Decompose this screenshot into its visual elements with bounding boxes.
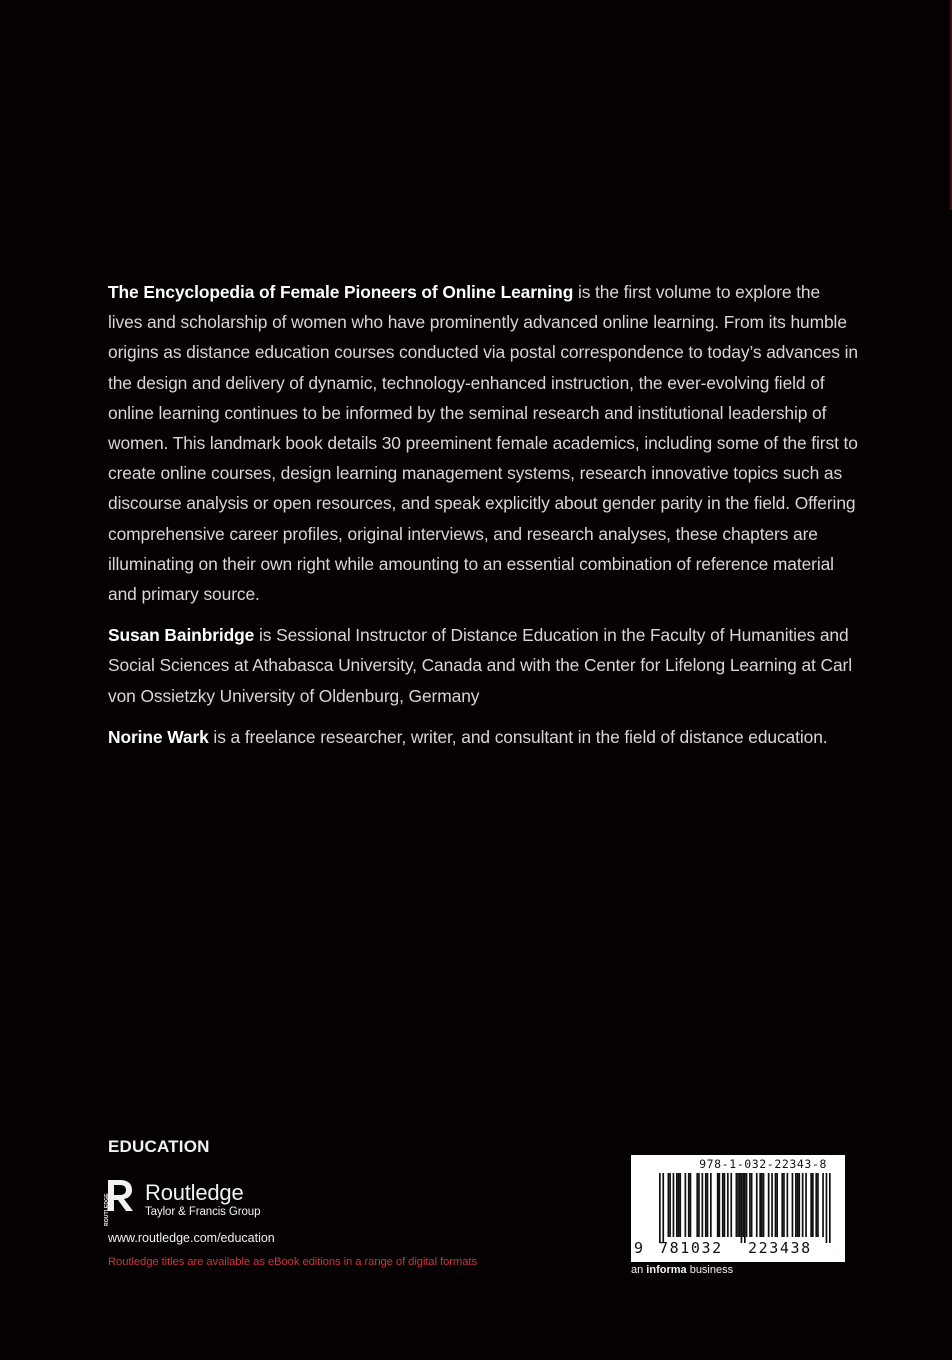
barcode-bar xyxy=(763,1173,765,1237)
editor-bio-1 xyxy=(108,620,858,711)
ebook-note: Routledge titles are available as eBook editions in a range of digital formats xyxy=(108,1256,477,1268)
editor-bio-text-1: is Sessional Instructor of Distance Education in the Faculty of Humanities and Social Sciences at Athabasca University, Canada and with the Center for Lifelong Learning at Carl von Ossietzky University of Oldenburg, Germany xyxy=(108,625,852,706)
barcode-bar xyxy=(776,1173,778,1237)
barcode-digits-left: 781032 xyxy=(659,1239,723,1257)
isbn-barcode xyxy=(631,1155,845,1262)
informa-suffix: business xyxy=(686,1264,734,1276)
barcode-bar xyxy=(685,1173,687,1237)
barcode-bar xyxy=(707,1173,709,1237)
informa-word: informa xyxy=(646,1264,687,1276)
barcode-bar xyxy=(724,1173,726,1237)
barcode-bar xyxy=(781,1173,783,1237)
barcode-bar xyxy=(690,1173,692,1237)
barcode-bar xyxy=(659,1173,661,1243)
barcode-digits-right: 223438 xyxy=(748,1239,812,1257)
editor-bio-2 xyxy=(108,722,858,752)
barcode-bar xyxy=(673,1173,675,1237)
book-description xyxy=(108,277,858,609)
barcode-bar xyxy=(756,1173,758,1237)
editor-name-2: Norine Wark xyxy=(108,726,209,747)
barcode-bar xyxy=(761,1173,763,1237)
barcode-bar xyxy=(742,1173,744,1237)
barcode-bar xyxy=(705,1173,707,1237)
publisher-logo xyxy=(105,1178,260,1230)
barcode-bar xyxy=(798,1173,800,1237)
publisher-group: Taylor & Francis Group xyxy=(145,1206,261,1218)
back-cover-blurb xyxy=(108,277,858,763)
isbn-number: 978-1-032-22343-8 xyxy=(699,1157,827,1171)
barcode-bar xyxy=(792,1173,794,1237)
book-title: The Encyclopedia of Female Pioneers of Online Learning xyxy=(108,282,574,302)
barcode-bar xyxy=(822,1173,824,1237)
barcode-bar xyxy=(730,1173,732,1237)
barcode-bar xyxy=(805,1173,807,1237)
barcode-bar xyxy=(722,1173,724,1237)
barcode-bar xyxy=(679,1173,681,1237)
barcode-digit-first: 9 xyxy=(634,1239,644,1257)
publisher-name: Routledge xyxy=(145,1180,244,1205)
barcode-bar xyxy=(698,1173,700,1237)
barcode-bar xyxy=(783,1173,785,1237)
barcode-bar xyxy=(802,1173,804,1237)
description-text: is the first volume to explore the lives and scholarship of women who have prominently advanced online learning. From its humble origins as distance education courses conducted via postal correspondence to today’s advances in the design and delivery of dynamic, technology-enhanced instruction, the ever-evolving field of online learning continues to be informed by the seminal research and institutional leadership of women. This landmark book details 30 preeminent female academics, including some of the first to create online courses, design learning management systems, research innovative topics such as discourse analysis or open resources, and speak explicitly about gender parity in the field. Offering comprehensive career profiles, original interviews, and research analyses, these chapters are illuminating on their own right while amounting to an essential combination of reference material and primary source. xyxy=(108,282,858,605)
barcode-bar xyxy=(727,1173,729,1237)
barcode-bar xyxy=(710,1173,712,1237)
barcode-bar xyxy=(829,1173,831,1243)
barcode-bar xyxy=(717,1173,719,1237)
barcode-bar xyxy=(739,1173,741,1237)
subject-category: EDUCATION xyxy=(108,1137,210,1156)
barcode-bar xyxy=(662,1173,664,1243)
barcode-bars xyxy=(631,1173,845,1239)
barcode-bar xyxy=(744,1173,746,1243)
barcode-bar xyxy=(741,1173,743,1243)
barcode-bar xyxy=(812,1173,814,1237)
barcode-bar xyxy=(696,1173,698,1237)
barcode-bar xyxy=(749,1173,751,1237)
routledge-r-icon xyxy=(105,1178,139,1228)
barcode-bar xyxy=(817,1173,819,1237)
barcode-bar xyxy=(669,1173,671,1237)
barcode-bar xyxy=(775,1173,777,1237)
barcode-bar xyxy=(746,1173,748,1237)
barcode-bar xyxy=(702,1173,704,1237)
barcode-bar xyxy=(751,1173,753,1237)
barcode-bar xyxy=(795,1173,797,1237)
editor-name-1: Susan Bainbridge xyxy=(108,625,255,646)
barcode-bar xyxy=(768,1173,770,1237)
barcode-bar xyxy=(810,1173,812,1237)
barcode-bar xyxy=(719,1173,721,1237)
informa-prefix: an xyxy=(631,1264,647,1276)
barcode-bar xyxy=(771,1173,773,1237)
barcode-bar xyxy=(688,1173,690,1237)
barcode-bar xyxy=(797,1173,799,1237)
barcode-bar xyxy=(787,1173,789,1237)
barcode-bar xyxy=(678,1173,680,1237)
barcode-bar xyxy=(676,1173,678,1237)
informa-tagline xyxy=(631,1264,733,1276)
barcode-bar xyxy=(759,1173,761,1237)
barcode-bar xyxy=(815,1173,817,1237)
publisher-url[interactable]: www.routledge.com/education xyxy=(108,1231,275,1245)
barcode-bar xyxy=(668,1173,670,1237)
logo-vertical-text: ROUTLEDGE xyxy=(104,1193,110,1226)
barcode-bar xyxy=(737,1173,739,1237)
editor-bio-text-2: is a freelance researcher, writer, and consultant in the field of distance education. xyxy=(208,726,828,747)
barcode-bar xyxy=(736,1173,738,1237)
barcode-bar xyxy=(826,1173,828,1243)
